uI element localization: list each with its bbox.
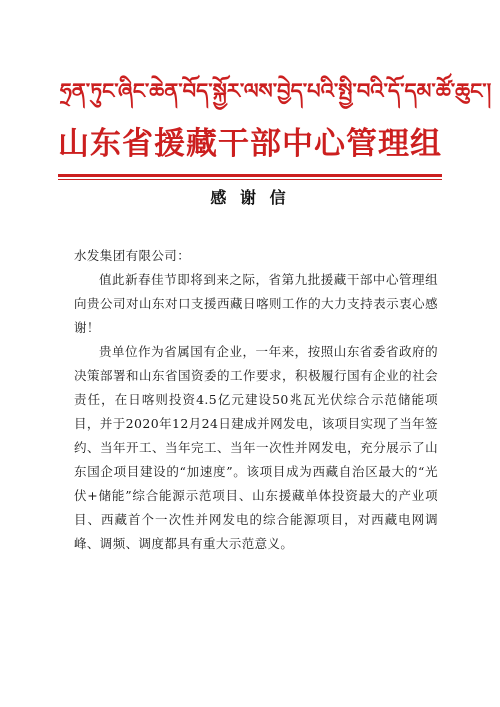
letterhead-tibetan-name: ཧྲན་ཏུང་ཞིང་ཆེན་བོད་སྐྱོར་ལས་བྱེད་པའི་སྤྱི་བའི་དོ་དམ་ཚོ་ཆུང་། [60,79,492,103]
letter-paragraph-2: 贵单位作为省属国有企业，一年来，按照山东省委省政府的决策部署和山东省国资委的工作要求，积极履行国有企业的社会责任，在日喀则投资4.5亿元建设50兆瓦光伏综合示范储能项目，并于2020年12月24日建成并网发电，该项目实现了当年签约、当年开工、当年完工、当年一次性并网发电，充分展示了山东国企项目建设的“加速度”。该项目成为西藏自治区最大的“光伏+储能”综合能源示范项目、山东援藏单体投资最大的产业项目、西藏首个一次性并网发电的综合能源项目，对西藏电网调峰、调频、调度都具有重大示范意义。 [74,344,438,551]
letter-title: 感 谢 信 [210,188,290,207]
letter-paragraph-1: 值此新春佳节即将到来之际，省第九批援藏干部中心管理组向贵公司对山东对口支援西藏日喀则工作的大力支持表示衷心感谢！ [74,272,438,335]
letter-body [74,244,438,556]
letterhead-divider-thick [58,174,442,177]
letter-salutation: 水发集团有限公司： [74,248,191,263]
letterhead-divider-thin [58,179,442,180]
letterhead-org-name: 山东省援藏干部中心管理组 [58,126,442,162]
